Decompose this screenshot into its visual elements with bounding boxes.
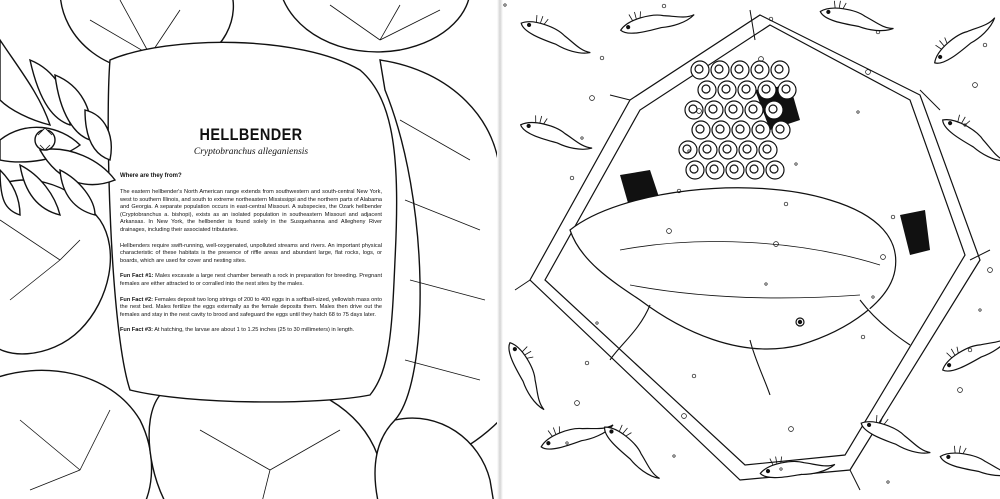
egg-yolk <box>782 85 790 93</box>
egg-yolk <box>703 145 711 153</box>
paragraph-text: Males excavate a large nest chamber beneath a rock in preparation for breeding. Pregnant females are either attracted to or corralled into the nest sites by the males. <box>120 273 383 287</box>
larva <box>819 0 897 34</box>
larva <box>617 0 695 39</box>
bubble <box>988 268 993 273</box>
paragraph-text: Hellbenders require swift-running, well-oxygenated, unpolluted streams and rivers. An important physical characteristic of these habitats is the presence of riffle areas and abundant large, flat rocks, logs, or boards, which are used for cover and nesting sites. <box>120 242 382 264</box>
scientific-name: Cryptobranchus alleganiensis <box>193 147 309 157</box>
larva <box>518 10 596 57</box>
larva <box>536 408 614 455</box>
egg-yolk <box>735 65 743 73</box>
larva <box>938 108 1000 166</box>
bubble <box>662 4 666 8</box>
egg-yolk <box>756 125 764 133</box>
egg-yolk <box>763 145 771 153</box>
right-page <box>500 0 1000 499</box>
larva <box>936 320 1000 378</box>
bubble <box>590 96 595 101</box>
section-heading: Where are they from? <box>120 173 182 179</box>
egg-yolk <box>762 85 770 93</box>
article-text <box>120 125 382 343</box>
egg-yolk <box>736 125 744 133</box>
larva <box>502 336 560 413</box>
egg-yolk <box>750 165 758 173</box>
egg-yolk <box>730 165 738 173</box>
egg-yolk <box>709 105 717 113</box>
page-title: HELLBENDER <box>199 125 303 144</box>
egg-yolk <box>689 105 697 113</box>
egg-yolk <box>695 65 703 73</box>
egg-yolk <box>710 165 718 173</box>
bubble <box>673 455 675 457</box>
bubble <box>570 176 574 180</box>
paragraph-range <box>120 189 382 235</box>
larva <box>939 443 1000 479</box>
fun-fact-label: Fun Fact #3: <box>120 327 153 334</box>
larva <box>518 111 596 153</box>
paragraph-fun-fact-2 <box>120 297 382 320</box>
bubble <box>887 481 889 483</box>
bubble <box>600 56 604 60</box>
paragraph-fun-fact-3 <box>120 327 382 335</box>
egg-yolk <box>702 85 710 93</box>
bubble <box>585 361 589 365</box>
egg-yolk <box>775 65 783 73</box>
lily-pad <box>0 370 152 499</box>
egg-yolk <box>722 85 730 93</box>
egg-yolk <box>742 85 750 93</box>
paragraph-fun-fact-1 <box>120 273 382 288</box>
egg-yolk <box>696 125 704 133</box>
paragraph-habitat <box>120 243 382 266</box>
egg-yolk <box>690 165 698 173</box>
bubble <box>979 309 981 311</box>
paragraph-text: Females deposit two long strings of 200 to 400 eggs in a softball-sized, yellowish mass onto the nest bed. Males fertilize the eggs externally as the female deposits them. Males then drive out the females and stay in the nest cavity to brood and safeguard the eggs until they hatch 68 to 75 days later. <box>120 296 382 318</box>
paragraph-text: The eastern hellbender's North American range extends from southwestern and south-central New York, west to southern Illinois, and south to extreme northeastern Mississippi and the northern parts of Alabama and Georgia. A separate population occurs in east-central Missouri. A subspecies, the Ozark hellbender (Cryptobranchus a. bishopi), exists as an isolated population in southeastern Missouri and adjacent Arkansas. In New York, the hellbender is found solely in the Susquehanna and Allegheny River drainages, including their associated tributaries. <box>120 189 382 233</box>
bubble <box>983 43 987 47</box>
fun-fact-label: Fun Fact #1: <box>120 273 154 280</box>
bubble <box>958 388 963 393</box>
bubble <box>581 137 583 139</box>
bubble <box>973 83 978 88</box>
fun-fact-label: Fun Fact #2: <box>120 296 153 303</box>
egg-yolk <box>723 145 731 153</box>
egg-yolk <box>716 125 724 133</box>
egg-yolk <box>769 105 777 113</box>
lily-pad <box>280 0 470 52</box>
larva <box>926 4 998 70</box>
bubble <box>575 401 580 406</box>
book-gutter <box>497 0 503 499</box>
paragraph-text: At hatching, the larvae are about 1 to 1.25 inches (25 to 30 millimeters) in length. <box>152 327 355 334</box>
egg-yolk <box>715 65 723 73</box>
egg-yolk <box>755 65 763 73</box>
egg-yolk <box>749 105 757 113</box>
lily-pad <box>380 60 500 470</box>
egg-yolk <box>729 105 737 113</box>
egg-yolk <box>770 165 778 173</box>
hellbender-illustration <box>500 0 1000 499</box>
egg-yolk <box>776 125 784 133</box>
bubble <box>504 4 506 6</box>
egg-yolk <box>743 145 751 153</box>
